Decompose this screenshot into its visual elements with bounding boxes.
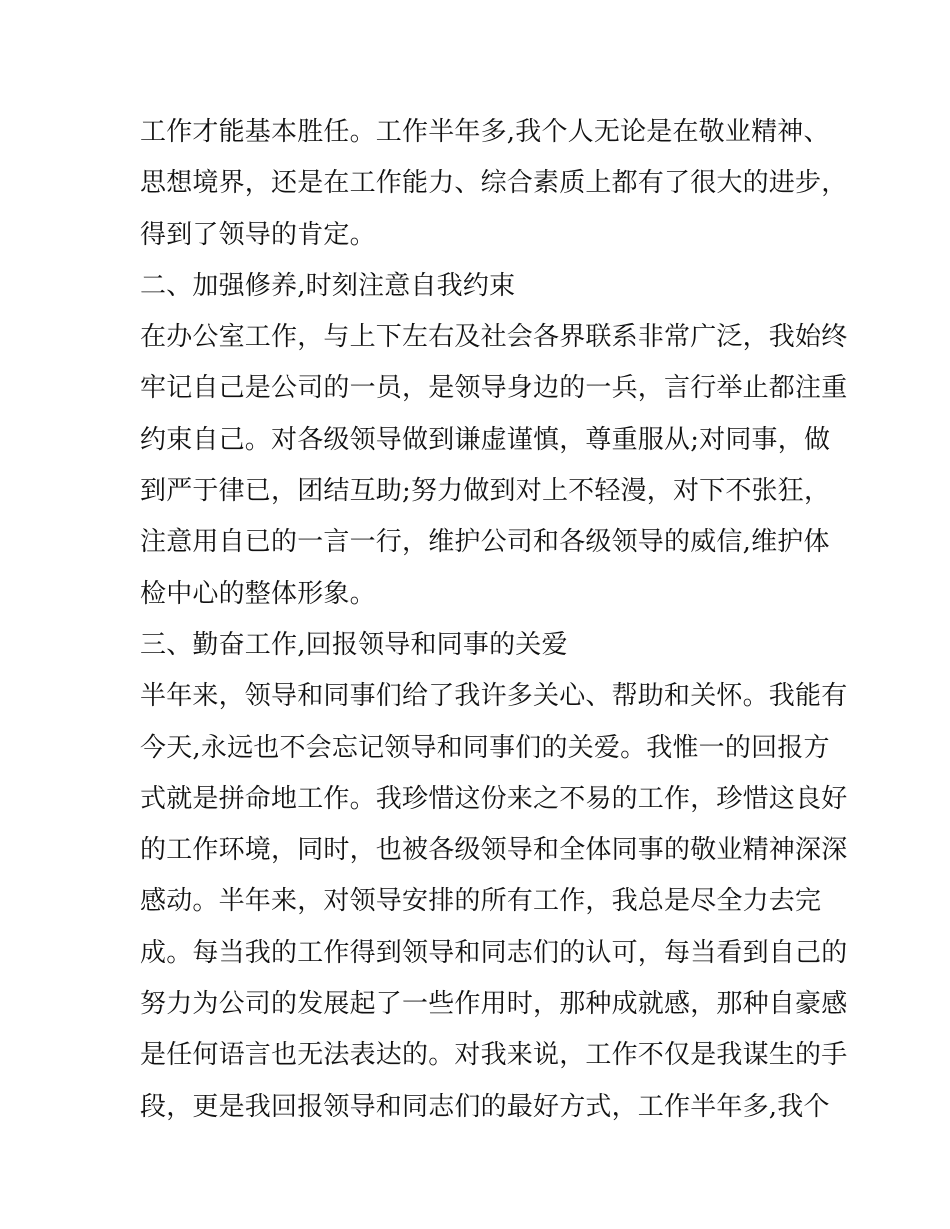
text-line: 感动。半年来，对领导安排的所有工作，我总是尽全力去完 — [140, 886, 822, 917]
text-line: 到严于律已，团结互助;努力做到对上不轻漫，对下不张狂， — [140, 476, 831, 507]
text-line: 检中心的整体形象。 — [140, 578, 376, 609]
text-line: 在办公室工作，与上下左右及社会各界联系非常广泛，我始终 — [140, 322, 848, 353]
text-line: 的工作环境，同时，也被各级领导和全体同事的敬业精神深深 — [140, 835, 848, 866]
text-line: 半年来，领导和同事们给了我许多关心、帮助和关怀。我能有 — [140, 681, 848, 712]
text-line: 思想境界，还是在工作能力、综合素质上都有了很大的进步， — [140, 168, 848, 199]
text-line: 得到了领导的肯定。 — [140, 219, 376, 250]
text-line: 工作才能基本胜任。工作半年多,我个人无论是在敬业精神、 — [140, 117, 830, 147]
text-line: 段，更是我回报领导和同志们的最好方式，工作半年多,我个 — [140, 1091, 830, 1122]
section-heading: 三、勤奋工作,回报领导和同事的关爱 — [140, 629, 568, 660]
text-line: 是任何语言也无法表达的。对我来说，工作不仅是我谋生的手 — [140, 1040, 848, 1071]
text-line: 努力为公司的发展起了一些作用时，那种成就感，那种自豪感 — [140, 989, 848, 1020]
text-line: 今天,永远也不会忘记领导和同事们的关爱。我惟一的回报方 — [140, 732, 830, 763]
section-heading: 二、加强修养,时刻注意自我约束 — [140, 270, 516, 301]
text-line: 成。每当我的工作得到领导和同志们的认可，每当看到自己的 — [140, 937, 848, 968]
body-text — [140, 107, 848, 1133]
text-line: 约束自己。对各级领导做到谦虚谨慎，尊重服从;对同事，做 — [140, 424, 831, 455]
text-line: 注意用自已的一言一行，维护公司和各级领导的威信,维护体 — [140, 527, 830, 558]
text-line: 式就是拼命地工作。我珍惜这份来之不易的工作，珍惜这良好 — [140, 783, 848, 814]
text-line: 牢记自己是公司的一员，是领导身边的一兵，言行举止都注重 — [140, 373, 848, 404]
